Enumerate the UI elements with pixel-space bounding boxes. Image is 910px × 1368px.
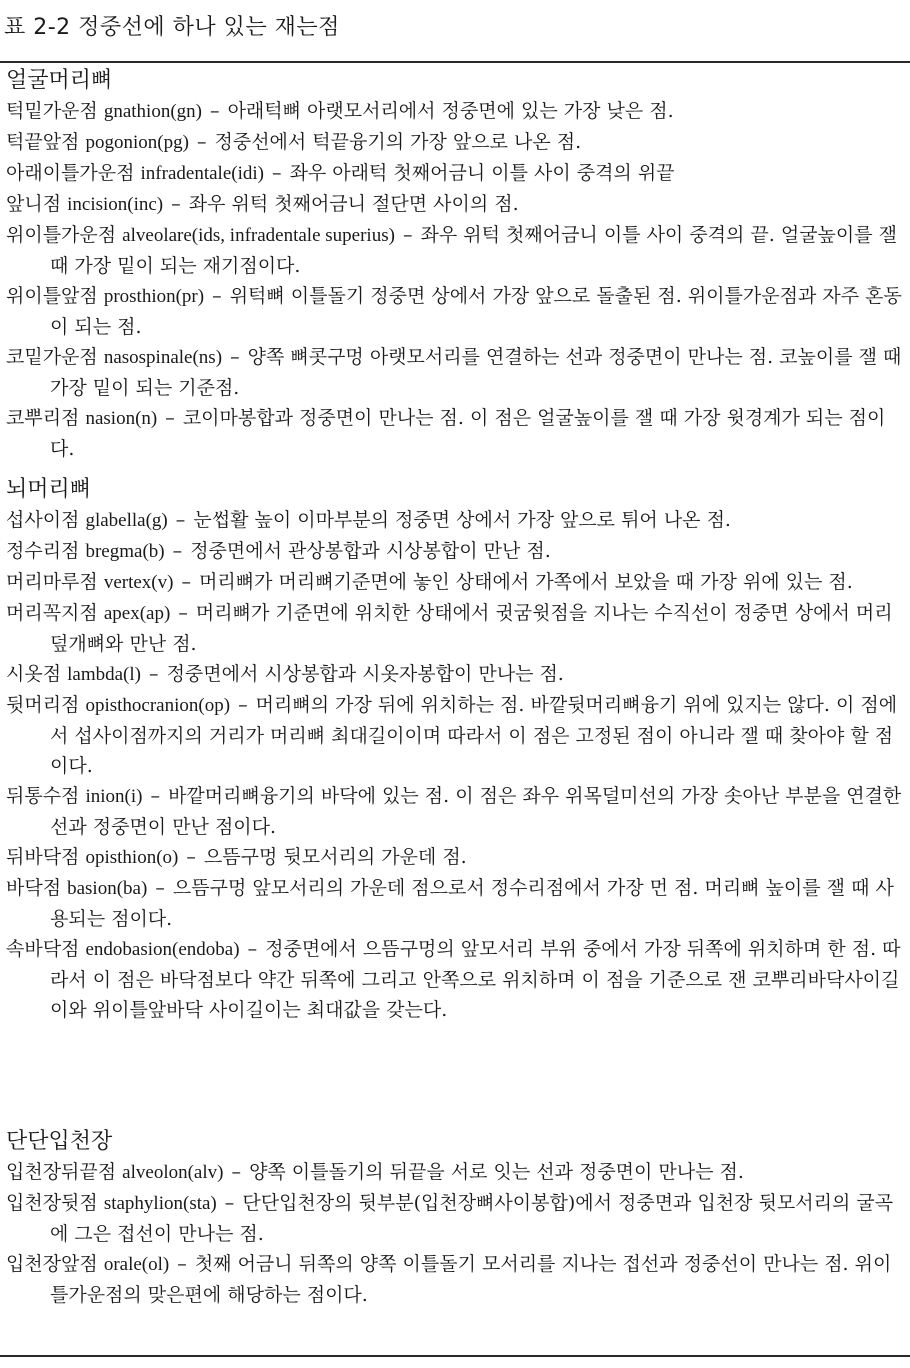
landmark-korean-name: 뒤바닥점 xyxy=(6,846,80,868)
separator-dash: – xyxy=(203,100,226,122)
landmark-latin-term: alveolare(ids, infradentale superius) xyxy=(122,225,395,246)
landmark-description: 눈썹활 높이 이마부분의 정중면 상에서 가장 앞으로 튀어 나온 점. xyxy=(193,509,731,531)
landmark-entry xyxy=(0,690,910,781)
landmark-entry xyxy=(0,842,910,873)
landmark-latin-term: bregma(b) xyxy=(85,541,165,562)
landmark-description: 바깥머리뼈융기의 바닥에 있는 점. 이 점은 좌우 위목덜미선의 가장 솟아난 부분을 연결한 선과 정중면이 만난 점이다. xyxy=(50,785,902,838)
separator-dash: – xyxy=(241,938,264,960)
landmark-entry xyxy=(0,934,910,1025)
section-title: 뇌머리뼈 xyxy=(6,477,92,502)
separator-dash: – xyxy=(232,694,254,716)
landmark-korean-name: 시옷점 xyxy=(6,663,62,685)
separator-dash: – xyxy=(218,1192,241,1214)
landmark-entry xyxy=(0,220,910,281)
separator-dash: – xyxy=(396,224,419,246)
landmark-korean-name: 속바닥점 xyxy=(6,938,80,960)
landmark-korean-name: 바닥점 xyxy=(6,877,62,899)
landmark-description: 정중면에서 시상봉합과 시옷자봉합이 만나는 점. xyxy=(166,663,564,685)
separator-dash: – xyxy=(149,877,171,899)
landmark-korean-name: 입천장뒤끝점 xyxy=(6,1161,117,1183)
landmark-latin-term: endobasion(endoba) xyxy=(85,939,240,960)
separator-dash: – xyxy=(225,1161,248,1183)
separator-dash: – xyxy=(175,571,198,593)
landmark-korean-name: 위이틀가운점 xyxy=(6,224,117,246)
landmark-korean-name: 입천장뒷점 xyxy=(6,1192,98,1214)
landmark-latin-term: nasospinale(ns) xyxy=(103,347,223,368)
landmark-entry xyxy=(0,158,910,189)
separator-dash: – xyxy=(180,846,202,868)
landmark-description: 위턱뼈 이틀돌기 정중면 상에서 가장 앞으로 돌출된 점. 위이틀가운점과 자주 혼동이 되는 점. xyxy=(50,285,902,338)
landmark-entry xyxy=(0,781,910,842)
separator-dash: – xyxy=(169,509,192,531)
separator-dash: – xyxy=(166,540,189,562)
landmark-description: 으뜸구멍 뒷모서리의 가운데 점. xyxy=(203,846,467,868)
landmark-description: 정중선에서 턱끝융기의 가장 앞으로 나온 점. xyxy=(214,131,582,153)
landmark-description: 좌우 위턱 첫째어금니 이틀 사이 중격의 끝. 얼굴높이를 잴 때 가장 밑이 되는 재기점이다. xyxy=(50,224,898,277)
landmark-latin-term: glabella(g) xyxy=(85,510,168,531)
landmark-korean-name: 머리꼭지점 xyxy=(6,602,98,624)
separator-dash: – xyxy=(172,602,194,624)
landmark-korean-name: 위이틀앞점 xyxy=(6,285,98,307)
top-rule xyxy=(0,61,910,63)
entry-list xyxy=(0,1157,910,1310)
landmark-latin-term: lambda(l) xyxy=(67,664,141,685)
landmark-entry xyxy=(0,1249,910,1310)
landmark-description: 머리뼈가 머리뼈기준면에 놓인 상태에서 가쪽에서 보았을 때 가장 위에 있는 점. xyxy=(199,571,853,593)
landmark-description: 양쪽 이틀돌기의 뒤끝을 서로 잇는 선과 정중면이 만나는 점. xyxy=(249,1161,744,1183)
landmark-latin-term: nasion(n) xyxy=(85,408,158,429)
landmark-latin-term: staphylion(sta) xyxy=(103,1193,217,1214)
section-hard-palate xyxy=(0,1127,910,1310)
landmark-latin-term: opisthion(o) xyxy=(85,847,179,868)
separator-dash: – xyxy=(144,785,167,807)
landmark-description: 아래턱뼈 아랫모서리에서 정중면에 있는 가장 낮은 점. xyxy=(227,100,674,122)
landmark-description: 첫째 어금니 뒤쪽의 양쪽 이틀돌기 모서리를 지나는 접선과 정중선이 만나는 점. 위이틀가운점의 맞은편에 해당하는 점이다. xyxy=(50,1253,892,1306)
section-title: 얼굴머리뼈 xyxy=(6,68,113,93)
landmark-description: 정중면에서 관상봉합과 시상봉합이 만난 점. xyxy=(190,540,551,562)
separator-dash: – xyxy=(224,346,246,368)
landmark-latin-term: alveolon(alv) xyxy=(122,1162,224,1183)
landmark-korean-name: 앞니점 xyxy=(6,193,62,215)
landmark-latin-term: opisthocranion(op) xyxy=(85,695,231,716)
landmark-latin-term: orale(ol) xyxy=(103,1254,170,1275)
landmark-description: 머리뼈의 가장 뒤에 위치하는 점. 바깥뒷머리뼈융기 위에 있지는 않다. 이 점에서 섭사이점까지의 거리가 머리뼈 최대길이이며 따라서 이 점은 고정된 점이 아니라 잴 때 찾아야 할 점이다. xyxy=(50,694,898,777)
landmark-korean-name: 머리마루점 xyxy=(6,571,98,593)
landmark-description: 좌우 위턱 첫째어금니 절단면 사이의 점. xyxy=(188,193,519,215)
landmark-entry xyxy=(0,598,910,659)
section-title: 단단입천장 xyxy=(6,1129,113,1154)
landmark-korean-name: 정수리점 xyxy=(6,540,80,562)
landmark-description: 머리뼈가 기준면에 위치한 상태에서 귓굼윗점을 지나는 수직선이 정중면 상에서 머리덮개뼈와 만난 점. xyxy=(50,602,893,655)
separator-dash: – xyxy=(171,1253,193,1275)
landmark-latin-term: apex(ap) xyxy=(103,603,171,624)
landmark-entry xyxy=(0,342,910,403)
landmark-entry xyxy=(0,1157,910,1188)
separator-dash: – xyxy=(190,131,213,153)
landmark-entry xyxy=(0,536,910,567)
entry-list xyxy=(0,96,910,464)
landmark-entry xyxy=(0,873,910,934)
landmark-korean-name: 입천장앞점 xyxy=(6,1253,98,1275)
separator-dash: – xyxy=(159,407,181,429)
landmark-korean-name: 턱끝앞점 xyxy=(6,131,80,153)
landmark-latin-term: incision(inc) xyxy=(67,194,164,215)
landmark-latin-term: inion(i) xyxy=(85,786,143,807)
landmark-entry xyxy=(0,281,910,342)
landmark-description: 코이마봉합과 정중면이 만나는 점. 이 점은 얼굴높이를 잴 때 가장 윗경계가 되는 점이다. xyxy=(50,407,886,460)
landmark-korean-name: 뒷머리점 xyxy=(6,694,80,716)
separator-dash: – xyxy=(142,663,165,685)
separator-dash: – xyxy=(206,285,228,307)
landmark-description: 단단입천장의 뒷부분(입천장뼈사이봉합)에서 정중면과 입천장 뒷모서리의 굴곡에 그은 접선이 만나는 점. xyxy=(50,1192,894,1245)
landmark-entry xyxy=(0,403,910,464)
section-facial-skull xyxy=(0,66,910,464)
separator-dash: – xyxy=(165,193,187,215)
landmark-latin-term: prosthion(pr) xyxy=(103,286,205,307)
separator-dash: – xyxy=(265,162,288,184)
landmark-latin-term: infradentale(idi) xyxy=(140,163,264,184)
landmark-korean-name: 코뿌리점 xyxy=(6,407,80,429)
landmark-entry xyxy=(0,127,910,158)
landmark-description: 정중면에서 으뜸구멍의 앞모서리 부위 중에서 가장 뒤쪽에 위치하며 한 점. 따라서 이 점은 바닥점보다 약간 뒤쪽에 그리고 안쪽으로 위치하며 이 점을 기준으로 잰 코뿌리바닥사이길이와 위이틀앞바닥 사이길이는 최대값을 갖는다. xyxy=(50,938,901,1021)
landmark-entry xyxy=(0,189,910,220)
landmark-entry xyxy=(0,505,910,536)
landmark-korean-name: 뒤통수점 xyxy=(6,785,80,807)
landmark-korean-name: 턱밑가운점 xyxy=(6,100,98,122)
landmark-latin-term: basion(ba) xyxy=(67,878,148,899)
landmark-korean-name: 코밑가운점 xyxy=(6,346,98,368)
landmark-latin-term: gnathion(gn) xyxy=(103,101,202,122)
landmark-latin-term: vertex(v) xyxy=(103,572,174,593)
landmark-entry xyxy=(0,96,910,127)
section-cranial-skull xyxy=(0,475,910,1025)
bottom-rule xyxy=(0,1355,910,1357)
landmark-korean-name: 아래이틀가운점 xyxy=(6,162,135,184)
entry-list xyxy=(0,505,910,1025)
landmark-entry xyxy=(0,567,910,598)
landmark-latin-term: pogonion(pg) xyxy=(85,132,189,153)
landmark-korean-name: 섭사이점 xyxy=(6,509,80,531)
table-caption: 표 2-2 정중선에 하나 있는 재는점 xyxy=(4,15,340,40)
landmark-description: 으뜸구멍 앞모서리의 가운데 점으로서 정수리점에서 가장 먼 점. 머리뼈 높이를 잴 때 사용되는 점이다. xyxy=(50,877,894,930)
landmark-description: 양쪽 뼈콧구멍 아랫모서리를 연결하는 선과 정중면이 만나는 점. 코높이를 잴 때 가장 밑이 되는 기준점. xyxy=(50,346,902,399)
landmark-entry xyxy=(0,659,910,690)
landmark-entry xyxy=(0,1188,910,1249)
landmark-description: 좌우 아래턱 첫째어금니 이틀 사이 중격의 위끝 xyxy=(289,162,675,184)
